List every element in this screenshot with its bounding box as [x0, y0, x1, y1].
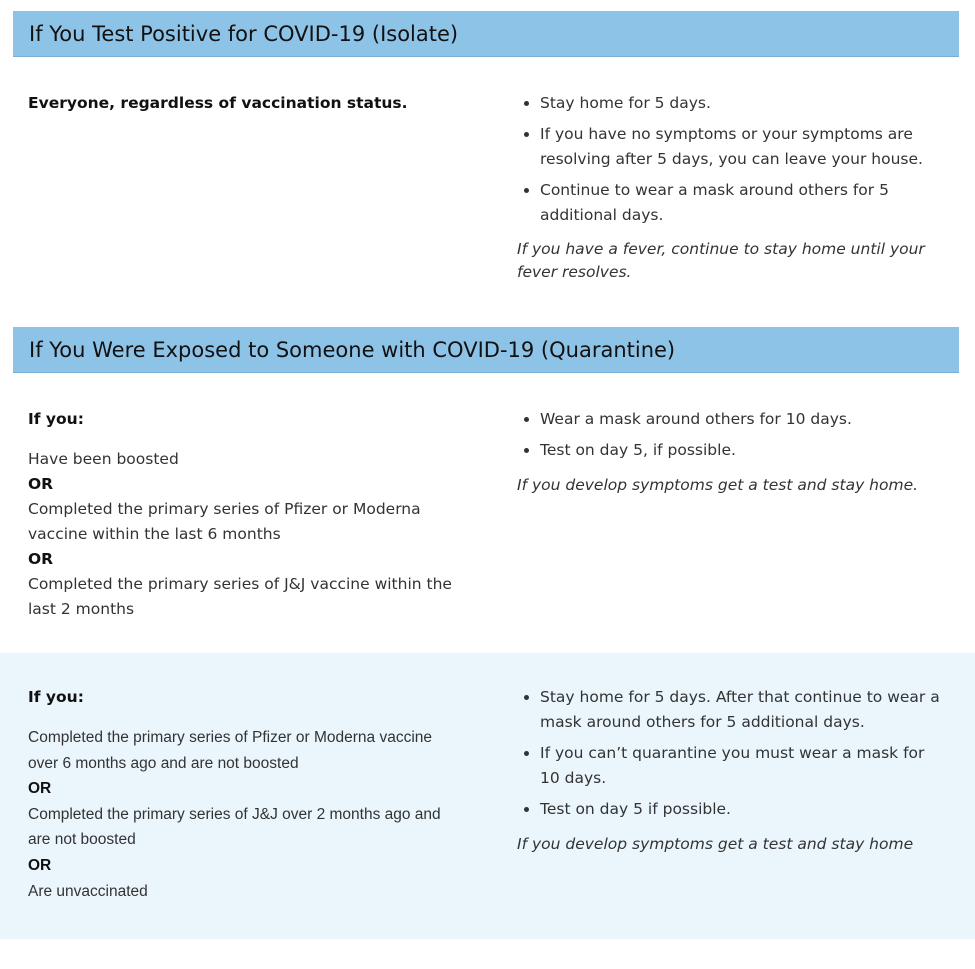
- boosted-criteria-line: Completed the primary series of J&J vaccine within the last 2 months: [28, 575, 452, 618]
- isolate-heading: If You Test Positive for COVID-19 (Isolate): [13, 11, 959, 57]
- isolate-bullet-list: [517, 91, 947, 228]
- list-item: • Stay home for 5 days. After that continue to wear a mask around others for 5 additional days.: [540, 685, 940, 735]
- not-boosted-guidance: [517, 685, 947, 857]
- boosted-symptom-note: If you develop symptoms get a test and stay home.: [517, 476, 919, 494]
- or-separator: OR: [28, 856, 52, 874]
- list-item: • Stay home for 5 days.: [540, 91, 947, 116]
- not-boosted-criteria-line: Completed the primary series of Pfizer or Moderna vaccine over 6 months ago and are not boosted: [28, 729, 433, 772]
- isolate-guidance: [517, 91, 947, 284]
- list-item: • Test on day 5, if possible.: [540, 438, 947, 463]
- not-boosted-criteria: [28, 685, 468, 904]
- not-boosted-criteria-label: If you:: [28, 688, 84, 706]
- isolate-who: [28, 91, 478, 116]
- boosted-guidance: [517, 407, 947, 498]
- list-item: • Test on day 5 if possible.: [540, 797, 947, 822]
- not-boosted-symptom-note: If you develop symptoms get a test and stay home: [517, 835, 914, 853]
- list-item: • If you can’t quarantine you must wear a mask for 10 days.: [540, 741, 945, 791]
- or-separator: OR: [28, 475, 54, 493]
- boosted-criteria-line: Have been boosted: [28, 450, 179, 468]
- isolate-fever-note: If you have a fever, continue to stay home until your fever resolves.: [517, 240, 925, 281]
- not-boosted-criteria-line: Are unvaccinated: [28, 882, 148, 900]
- isolate-who-text: Everyone, regardless of vaccination status.: [28, 94, 408, 112]
- boosted-bullet-list: [517, 407, 947, 463]
- boosted-criteria-line: Completed the primary series of Pfizer or Moderna vaccine within the last 6 months: [28, 500, 421, 543]
- list-item: • If you have no symptoms or your symptoms are resolving after 5 days, you can leave your house.: [540, 122, 940, 172]
- boosted-criteria-label: If you:: [28, 410, 84, 428]
- not-boosted-criteria-line: Completed the primary series of J&J over 2 months ago and are not boosted: [28, 805, 441, 849]
- quarantine-heading: If You Were Exposed to Someone with COVID-19 (Quarantine): [13, 327, 959, 373]
- list-item: • Wear a mask around others for 10 days.: [540, 407, 947, 432]
- or-separator: OR: [28, 780, 52, 798]
- list-item: • Continue to wear a mask around others for 5 additional days.: [540, 178, 910, 228]
- or-separator: OR: [28, 550, 54, 568]
- boosted-criteria: [28, 407, 458, 622]
- not-boosted-bullet-list: [517, 685, 947, 822]
